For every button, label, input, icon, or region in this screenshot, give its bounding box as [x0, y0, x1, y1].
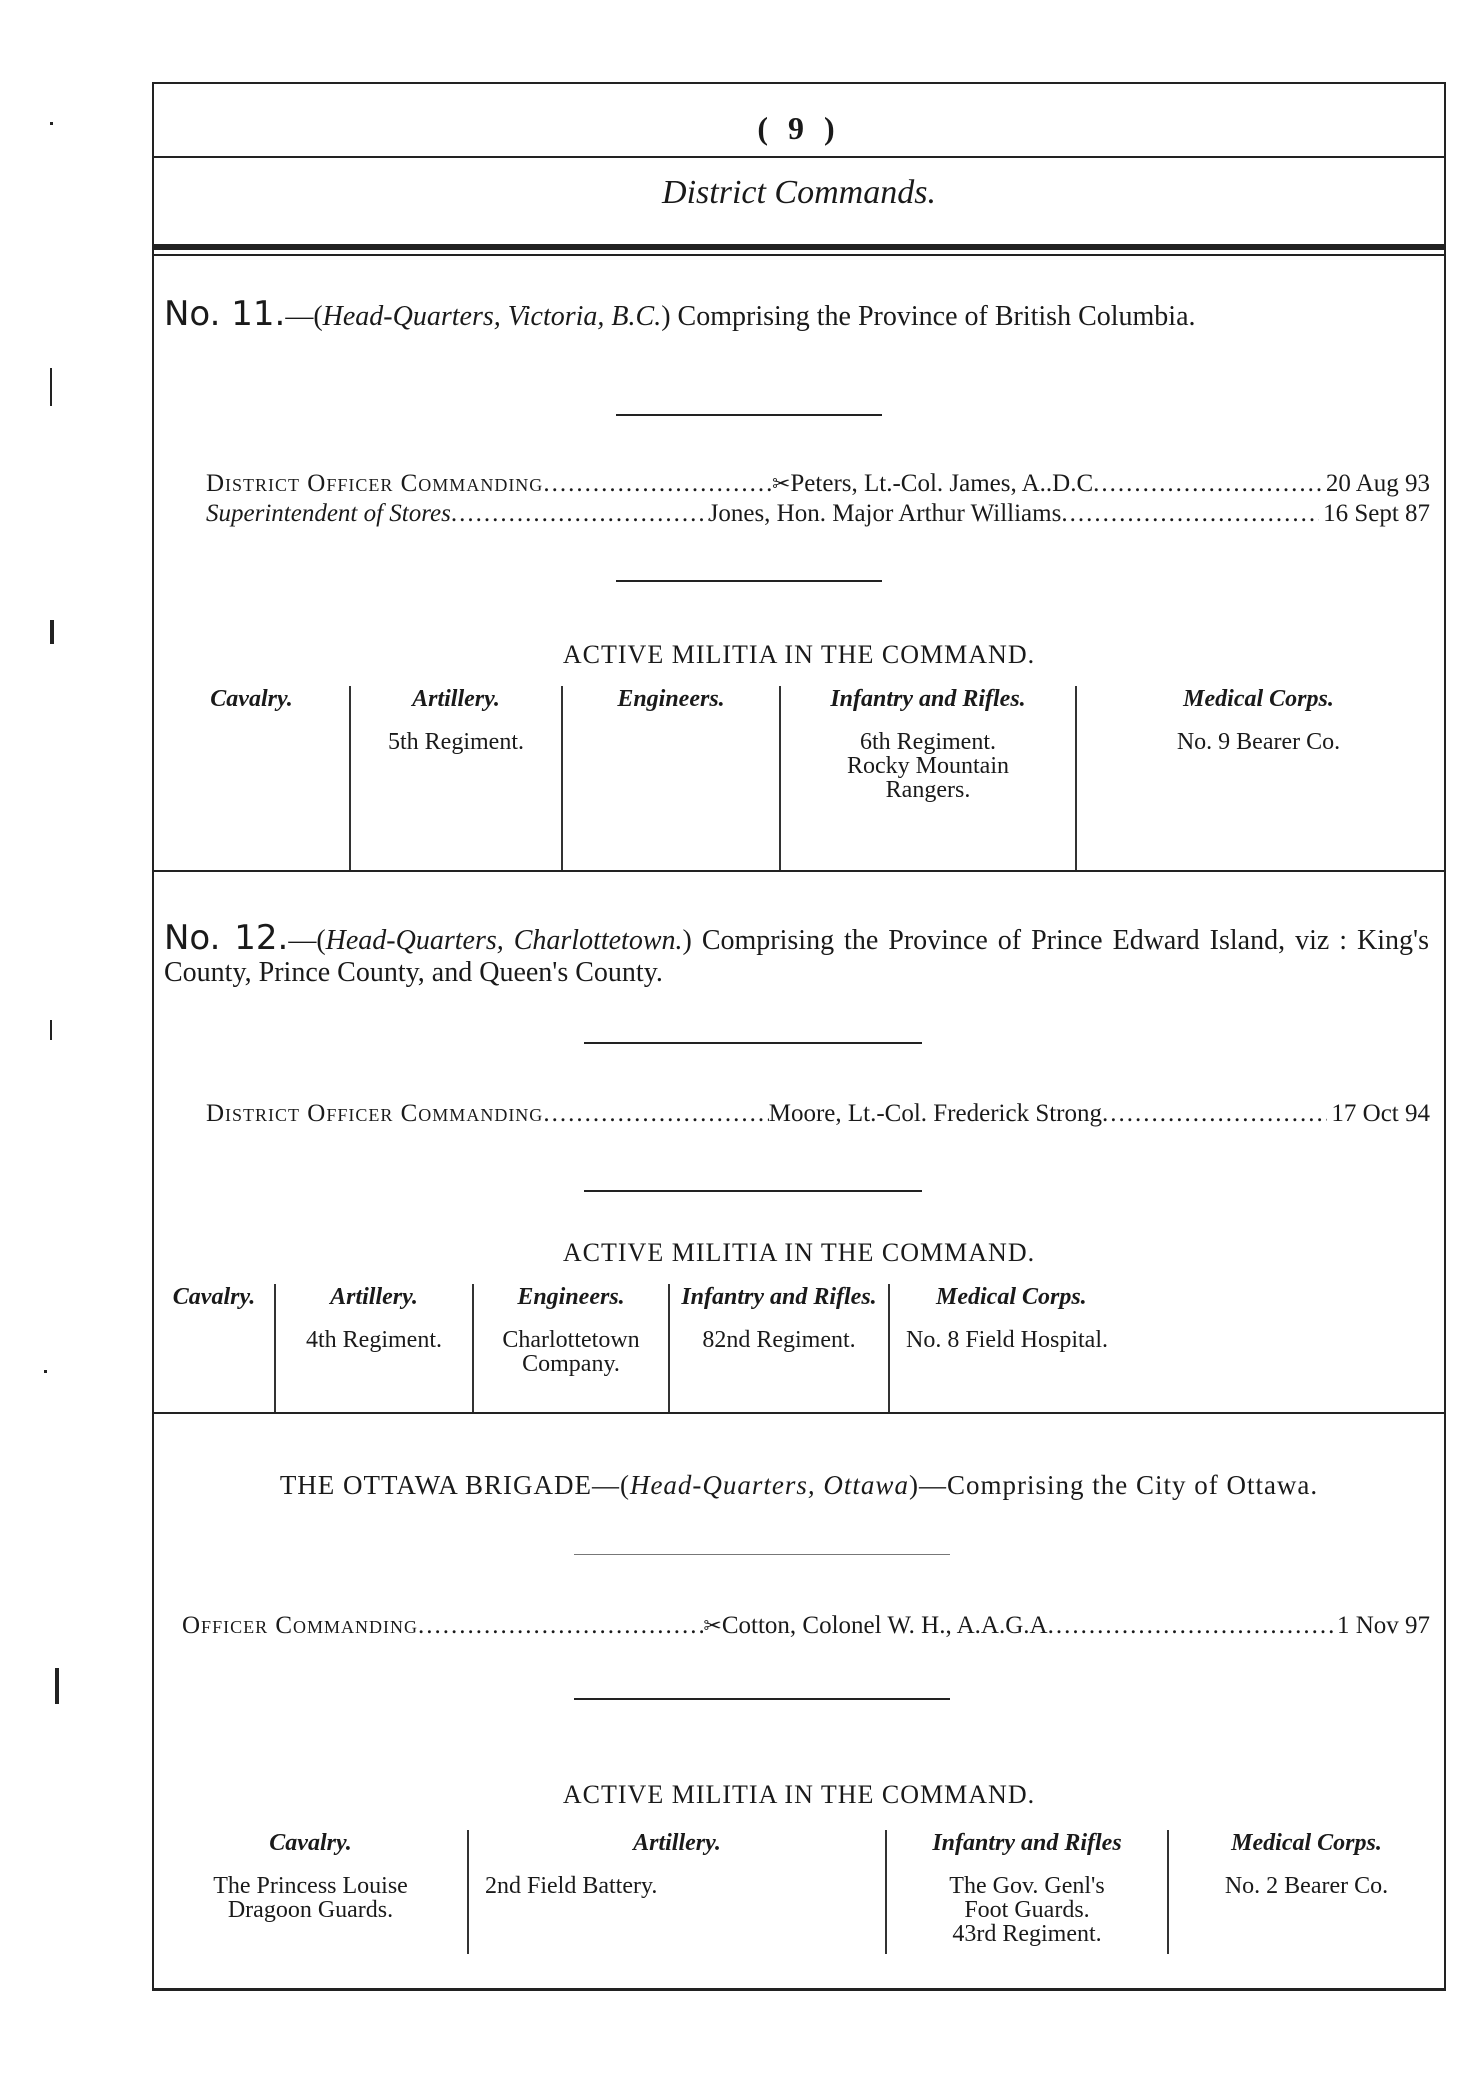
militia-column [154, 686, 349, 870]
scan-speck [44, 1370, 47, 1373]
appointment-date: 20 Aug 93 [1325, 470, 1431, 497]
appointment-date: 16 Sept 87 [1323, 500, 1431, 527]
brigade-heading [154, 1470, 1444, 1501]
leader-dots [1048, 1612, 1333, 1640]
column-units: The Princess Louise Dragoon Guards. [213, 1873, 408, 1923]
officer-title: Officer Commanding [182, 1612, 418, 1639]
column-header: Cavalry. [269, 1830, 352, 1856]
section-divider [584, 1190, 922, 1192]
officer-line [206, 470, 1430, 498]
militia-column [561, 686, 779, 870]
leader-dots [1093, 470, 1322, 498]
bottom-rule [152, 1988, 1446, 1991]
column-header: Medical Corps. [1183, 686, 1334, 712]
appointment-date: 1 Nov 97 [1336, 1612, 1431, 1639]
column-header: Cavalry. [172, 1284, 256, 1310]
scissors-icon: ✂ [771, 472, 791, 497]
militia-column [779, 686, 1075, 870]
militia-title: ACTIVE MILITIA IN THE COMMAND. [562, 1780, 1036, 1809]
column-units: No. 9 Bearer Co. [1176, 729, 1341, 755]
scan-speck [50, 1020, 52, 1040]
leader-dots [543, 1100, 768, 1128]
district-number: No. 11. [164, 294, 286, 334]
column-header: Infantry and Rifles. [681, 1284, 877, 1310]
column-units: 5th Regiment. [388, 729, 524, 755]
militia-table [154, 1830, 1444, 1954]
district-description: ) Comprising the Province of British Columbia. [661, 301, 1196, 332]
column-header: Artillery. [412, 686, 500, 712]
militia-column [472, 1284, 668, 1412]
district-number: No. 12. [164, 918, 289, 958]
section-divider [574, 1698, 950, 1700]
officer-name: Peters, Lt.-Col. James, A..D.C [790, 470, 1094, 497]
officer-title: District Officer Commanding [206, 1100, 544, 1127]
militia-column [349, 686, 561, 870]
heading-dash: —( [285, 301, 323, 332]
column-header: Infantry and Rifles. [830, 686, 1026, 712]
headquarters: Head-Quarters, Victoria, B.C. [322, 301, 662, 332]
leader-dots [1061, 500, 1319, 528]
page-number: ( 9 ) [757, 110, 841, 146]
column-header: Medical Corps. [936, 1284, 1087, 1310]
militia-column [885, 1830, 1167, 1954]
militia-column [274, 1284, 472, 1412]
leader-dots [418, 1612, 703, 1640]
militia-column [154, 1830, 467, 1954]
militia-column [668, 1284, 888, 1412]
column-units: No. 2 Bearer Co. [1224, 1873, 1389, 1899]
page-frame [152, 82, 1446, 1989]
officer-title: District Officer Commanding [206, 470, 544, 497]
section-rule [154, 870, 1444, 872]
district-description: ) Comprising the Province of Prince Edward Island, viz : King's County, Prince County, and Queen's County. [164, 925, 1429, 988]
scissors-icon: ✂ [703, 1614, 722, 1639]
column-header: Engineers. [617, 686, 725, 712]
header-double-rule-thin [154, 254, 1444, 256]
headquarters: Head-Quarters, Charlottetown. [325, 925, 683, 956]
column-header: Infantry and Rifles [932, 1830, 1122, 1856]
header-rule [154, 156, 1444, 158]
district-11-heading [164, 294, 1429, 334]
officer-line [182, 1612, 1430, 1640]
leader-dots [1102, 1100, 1327, 1128]
column-header: Medical Corps. [1231, 1830, 1382, 1856]
column-units: 4th Regiment. [306, 1327, 442, 1353]
officer-name: Jones, Hon. Major Arthur Williams [708, 500, 1062, 527]
column-header: Cavalry. [210, 686, 293, 712]
column-units: 82nd Regiment. [702, 1327, 856, 1353]
militia-column [1075, 686, 1440, 870]
scan-speck [50, 368, 52, 406]
militia-column [467, 1830, 885, 1954]
scan-speck [55, 1668, 59, 1704]
militia-title: ACTIVE MILITIA IN THE COMMAND. [562, 1238, 1036, 1267]
section-divider [616, 580, 882, 582]
page-title: District Commands. [662, 174, 936, 211]
brigade-name: THE OTTAWA BRIGADE—( [279, 1470, 630, 1500]
section-divider [574, 1554, 950, 1555]
headquarters: Head-Quarters, Ottawa [629, 1470, 909, 1500]
appointment-date: 17 Oct 94 [1331, 1100, 1431, 1127]
header-double-rule-thick [154, 244, 1444, 250]
militia-title: ACTIVE MILITIA IN THE COMMAND. [562, 640, 1036, 669]
scan-speck [50, 122, 53, 125]
section-rule [154, 1412, 1444, 1414]
column-units: The Gov. Genl's Foot Guards. 43rd Regiment. [949, 1873, 1105, 1947]
column-units: 2nd Field Battery. [485, 1873, 658, 1899]
militia-table [154, 686, 1444, 870]
scan-speck [50, 620, 54, 644]
column-units: 6th Regiment. Rocky Mountain Rangers. [847, 729, 1009, 803]
column-header: Artillery. [633, 1830, 721, 1856]
column-units: Charlottetown Company. [502, 1327, 640, 1377]
heading-dash: —( [288, 925, 326, 956]
officer-name: Cotton, Colonel W. H., A.A.G.A [721, 1612, 1048, 1639]
officer-title: Superintendent of Stores [206, 500, 451, 527]
leader-dots [543, 470, 772, 498]
officer-line [206, 500, 1430, 528]
district-12-heading [164, 918, 1429, 989]
column-header: Artillery. [330, 1284, 418, 1310]
brigade-description: )—Comprising the City of Ottawa. [908, 1470, 1319, 1500]
column-header: Engineers. [517, 1284, 625, 1310]
militia-column [888, 1284, 1440, 1412]
officer-line [206, 1100, 1430, 1128]
column-units: No. 8 Field Hospital. [906, 1327, 1108, 1353]
militia-table [154, 1284, 1444, 1412]
section-divider [584, 1042, 922, 1044]
militia-column [154, 1284, 274, 1412]
militia-column [1167, 1830, 1444, 1954]
section-divider [616, 414, 882, 416]
officer-name: Moore, Lt.-Col. Frederick Strong [768, 1100, 1102, 1127]
leader-dots [451, 500, 709, 528]
